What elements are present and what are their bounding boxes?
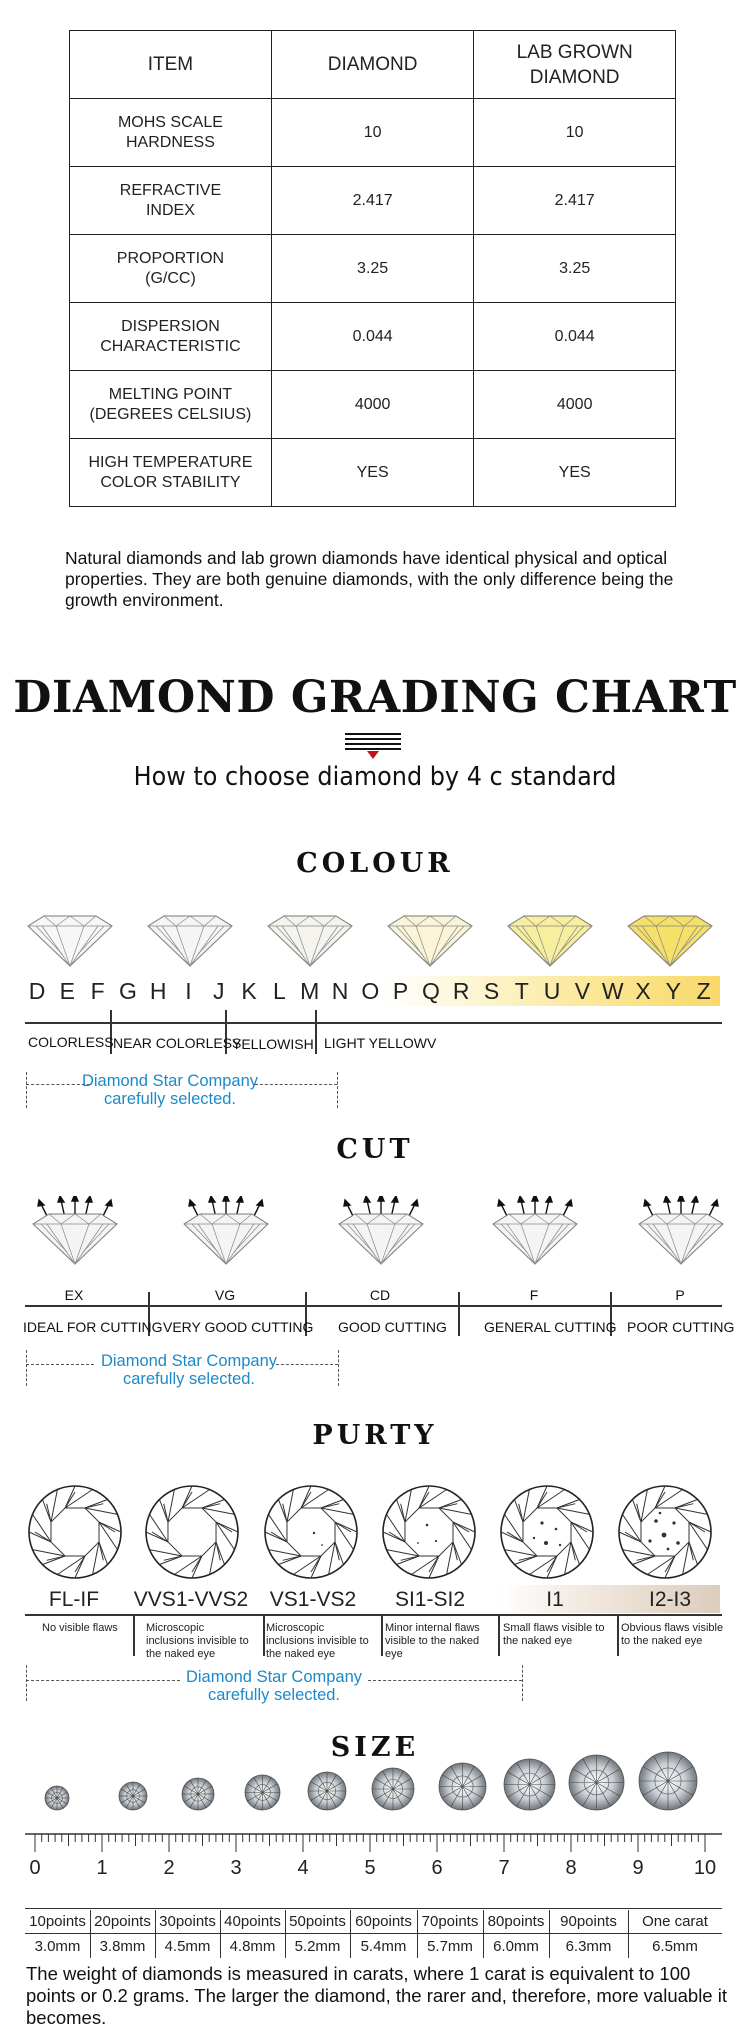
diamond-size-icon [567,1753,626,1817]
diamond-cut-icon [487,1196,583,1271]
selected-note [93,1352,285,1388]
size-points-cell: 30points [159,1913,216,1930]
ruler-number: 9 [632,1857,644,1879]
diamond-cut-icon [333,1196,429,1271]
table-row [70,439,676,507]
table-cell-lab: 10 [474,99,676,167]
ruler-number: 3 [230,1857,242,1879]
ruler-number: 10 [693,1857,717,1879]
colour-letter: L [272,978,286,1004]
outro-paragraph: The weight of diamonds is measured in carats, where 1 carat is equivalent to 100 points or 0.2 grams. The larger the diamond, the rarer and, therefore, more valuable it becomes. [26,1963,727,2028]
table-row [70,99,676,167]
table-cell-diamond: 3.25 [271,235,473,303]
purity-divider [617,1614,619,1656]
table-cell-item [70,99,272,167]
table-row [70,303,676,371]
ruler-number: 1 [96,1857,108,1879]
size-mm-cell: 3.8mm [99,1938,146,1955]
table-cell-lab: 3.25 [474,235,676,303]
table-cell-diamond: 0.044 [271,303,473,371]
ruler-number: 7 [498,1857,510,1879]
table-cell-diamond: 10 [271,99,473,167]
table-cell-diamond: 4000 [271,371,473,439]
diamond-size-icon [180,1776,216,1817]
colour-letter: X [635,978,651,1004]
cut-grade: CD [369,1287,391,1303]
selection-bracket [338,1350,339,1386]
ruler-number: 4 [297,1857,309,1879]
cut-scale-line [25,1305,722,1307]
item-label: HIGH TEMPERATURE COLOR STABILITY [88,453,253,491]
table-row [70,235,676,303]
ruler-number: 2 [163,1857,175,1879]
diamond-size-icon [243,1773,282,1817]
size-table-divider [417,1910,418,1958]
colour-group-label: NEAR COLORLESS [113,1035,242,1051]
size-points-cell: 50points [289,1913,346,1930]
purity-divider [381,1614,383,1656]
size-table-line [25,1908,722,1909]
cut-grade: F [529,1287,539,1303]
table-cell-lab: 0.044 [474,303,676,371]
purity-description: Small flaws visible to the naked eye [503,1622,605,1647]
table-cell-item [70,167,272,235]
colour-letter: U [543,978,561,1004]
size-table-divider [483,1910,484,1958]
title-divider-icon [345,731,401,761]
purity-grade: FL-IF [48,1588,100,1611]
size-points-cell: 20points [94,1913,151,1930]
colour-group-label: YELLOWISH [232,1036,314,1052]
cut-label: VERY GOOD CUTTING [163,1319,314,1335]
table-cell-lab: 4000 [474,371,676,439]
size-mm-cell: 6.3mm [565,1938,612,1955]
selected-note-line: Diamond Star Company [81,1072,259,1090]
selected-note-line: carefully selected. [207,1686,341,1704]
colour-letter: Y [665,978,681,1004]
size-ruler [0,1830,750,1856]
size-table-divider [350,1910,351,1958]
size-table-divider [285,1910,286,1958]
colour-letter: G [118,978,137,1004]
size-mm-cell: 4.5mm [164,1938,211,1955]
colour-letter: F [90,978,105,1004]
purity-heading: PURTY [312,1420,438,1451]
size-table-divider [220,1910,221,1958]
selection-bracket [255,1084,337,1085]
selection-bracket [26,1364,94,1365]
colour-letter: I [185,978,192,1004]
size-mm-cell: 3.0mm [34,1938,81,1955]
purity-description: Microscopic inclusions invisible to the naked eye [146,1622,249,1660]
comparison-table [69,30,676,507]
selected-note [80,1072,260,1108]
size-mm-cell: 5.4mm [360,1938,407,1955]
cut-grade: EX [64,1287,84,1303]
colour-heading: COLOUR [296,848,454,879]
colour-divider [315,1010,317,1054]
table-cell-diamond: 2.417 [271,167,473,235]
diamond-cut-icon [27,1196,123,1271]
purity-divider [263,1614,265,1656]
size-points-cell: 60points [355,1913,412,1930]
diamond-purity-icon [262,1483,360,1586]
colour-letter: V [574,978,591,1004]
page-title: DIAMOND GRADING CHART [13,672,737,723]
selection-bracket [337,1072,338,1108]
diamond-colour-icon [22,898,118,973]
diamond-colour-icon [382,898,478,973]
cut-grade: P [675,1287,685,1303]
purity-grade: I1 [546,1588,564,1611]
colour-letter: P [392,978,409,1004]
item-label: DISPERSION CHARACTERISTIC [100,317,241,355]
selection-bracket [522,1665,523,1701]
ruler-number: 8 [565,1857,577,1879]
purity-description: Microscopic inclusions invisible to the naked eye [266,1622,369,1660]
selected-note-line: carefully selected. [103,1090,237,1108]
cut-grade: VG [214,1287,236,1303]
colour-letter: Z [696,978,711,1004]
size-points-cell: 80points [487,1913,545,1930]
table-row [70,167,676,235]
colour-letter: Q [421,978,440,1004]
item-label: PROPORTION (G/CC) [116,249,225,287]
cut-label: GOOD CUTTING [338,1319,447,1335]
size-points-cell: 90points [560,1913,617,1930]
table-header-row [70,31,676,99]
size-mm-cell: 4.8mm [229,1938,276,1955]
table-header-cell: DIAMOND [271,31,473,99]
cut-divider [458,1292,460,1336]
colour-letter: E [59,978,75,1004]
diamond-purity-icon [498,1483,596,1586]
table-row [70,371,676,439]
size-table-divider [155,1910,156,1958]
selection-bracket [276,1364,338,1365]
table-cell-diamond: YES [271,439,473,507]
diamond-size-icon [370,1766,416,1817]
selection-bracket [368,1680,522,1681]
size-mm-cell: 6.5mm [652,1938,698,1955]
table-cell-item [70,371,272,439]
selected-note-line: Diamond Star Company [185,1668,363,1686]
size-mm-cell: 5.2mm [294,1938,341,1955]
size-points-cell: 40points [224,1913,281,1930]
cut-label: IDEAL FOR CUTTING [23,1319,163,1335]
size-table-divider [628,1910,629,1958]
colour-letter: N [331,978,349,1004]
diamond-purity-icon [143,1483,241,1586]
purity-description: Minor internal flaws visible to the naked eye [385,1622,480,1660]
purity-grade: I2-I3 [648,1588,692,1611]
diamond-colour-icon [622,898,718,973]
diamond-cut-icon [178,1196,274,1271]
selection-bracket [26,1665,27,1701]
colour-letter: T [514,978,529,1004]
diamond-colour-icon [262,898,358,973]
cut-label: POOR CUTTING [627,1319,735,1335]
size-points-cell: One carat [642,1913,708,1930]
intro-paragraph: Natural diamonds and lab grown diamonds have identical physical and optical properties. They are both genuine diamonds, with the only difference being the growth environment. [65,548,674,610]
colour-group-label: COLORLESS [28,1034,114,1050]
purity-divider [498,1614,500,1656]
diamond-colour-icon [502,898,598,973]
table-cell-item [70,235,272,303]
colour-letter: H [149,978,167,1004]
diamond-purity-icon [616,1483,714,1586]
size-mm-cell: 6.0mm [493,1938,539,1955]
diamond-cut-icon [633,1196,729,1271]
colour-letter: W [601,978,624,1004]
purity-grade: VVS1-VVS2 [133,1588,249,1611]
item-label: MOHS SCALE HARDNESS [117,113,223,151]
diamond-size-icon [637,1750,699,1817]
colour-letter: J [213,978,225,1004]
lab-header-label: LAB GROWN DIAMOND [516,41,633,88]
ruler-number: 6 [431,1857,443,1879]
purity-grade: VS1-VS2 [269,1588,357,1611]
selection-bracket [26,1350,27,1386]
purity-description: No visible flaws [42,1622,118,1634]
diamond-size-icon [306,1770,348,1817]
selected-note-line: Diamond Star Company [100,1352,278,1370]
diamond-size-icon [437,1761,488,1817]
colour-group-label: LIGHT YELLOWV [324,1035,437,1051]
colour-letter: O [361,978,380,1004]
table-cell-item [70,303,272,371]
ruler-number: 5 [364,1857,376,1879]
size-table-divider [549,1910,550,1958]
selected-note [178,1668,370,1704]
size-points-cell: 70points [421,1913,479,1930]
selected-note-line: carefully selected. [122,1370,256,1388]
size-points-cell: 10points [29,1913,86,1930]
size-mm-cell: 5.7mm [427,1938,473,1955]
page-subtitle: How to choose diamond by 4 c standard [133,762,617,792]
diamond-size-icon [117,1780,149,1817]
diamond-purity-icon [380,1483,478,1586]
purity-grade: SI1-SI2 [394,1588,466,1611]
selection-bracket [26,1680,180,1681]
colour-letter: S [483,978,500,1004]
diamond-colour-icon [142,898,238,973]
colour-letter: D [28,978,46,1004]
colour-letter: R [452,978,470,1004]
table-header-cell: ITEM [70,31,272,99]
diamond-size-icon [502,1757,557,1817]
colour-scale-line [25,1022,722,1024]
cut-label: GENERAL CUTTING [484,1319,617,1335]
size-table-line [25,1933,722,1934]
table-header-cell [474,31,676,99]
size-table-divider [90,1910,91,1958]
ruler-number: 0 [29,1857,41,1879]
item-label: REFRACTIVE INDEX [119,181,222,219]
selection-bracket [26,1072,27,1108]
purity-description: Obvious flaws visible to the naked eye [621,1622,724,1647]
item-label: MELTING POINT (DEGREES CELSIUS) [89,385,252,423]
table-cell-lab: 2.417 [474,167,676,235]
diamond-size-icon [43,1784,71,1817]
colour-letter: K [241,978,257,1004]
purity-divider [133,1614,135,1656]
size-heading: SIZE [330,1732,420,1763]
table-cell-lab: YES [474,439,676,507]
table-cell-item [70,439,272,507]
diamond-purity-icon [26,1483,124,1586]
colour-letter: M [300,978,320,1004]
cut-heading: CUT [336,1134,414,1165]
